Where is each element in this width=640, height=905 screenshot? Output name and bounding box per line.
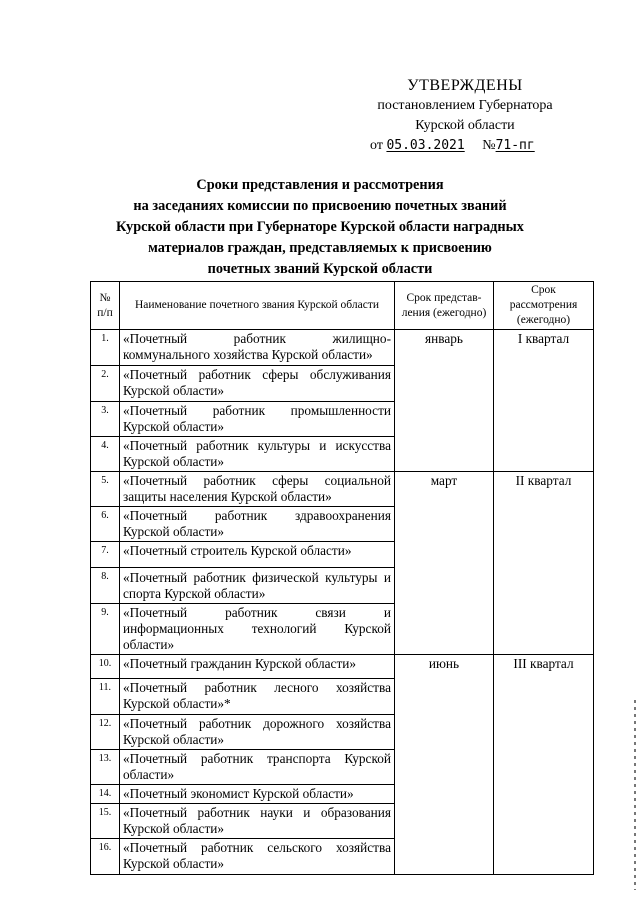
row-num: 3. [91, 402, 120, 437]
decree-number: 71-пг [495, 138, 535, 153]
row-num: 15. [91, 804, 120, 839]
row-num: 5. [91, 472, 120, 507]
approval-line-region: Курской области [415, 118, 515, 133]
row-num: 7. [91, 542, 120, 568]
row-num: 13. [91, 750, 120, 785]
header-num: № п/п [91, 282, 120, 330]
row-title: «Почетный работник культуры и искусства Курской области» [120, 437, 395, 472]
row-title: «Почетный строитель Курской области» [120, 542, 395, 568]
row-num: 4. [91, 437, 120, 472]
row-title: «Почетный гражданин Курской области» [120, 655, 395, 679]
title-line-1: Сроки представления и рассмотрения [196, 177, 444, 193]
row-num: 12. [91, 715, 120, 750]
terms-table [90, 281, 594, 875]
table-row [91, 330, 594, 366]
title-line-3: Курской области при Губернаторе Курской области наградных [116, 219, 524, 235]
group-review: I квартал [494, 330, 594, 472]
group-review: II квартал [494, 472, 594, 655]
row-num: 16. [91, 839, 120, 875]
table-row [91, 655, 594, 679]
row-title: «Почетный работник сферы социальной защиты населения Курской области» [120, 472, 395, 507]
row-num: 6. [91, 507, 120, 542]
approval-date-line [360, 136, 570, 156]
row-num: 11. [91, 679, 120, 715]
row-title: «Почетный работник промышленности Курской области» [120, 402, 395, 437]
decree-date: 05.03.2021 [386, 138, 465, 153]
title-line-5: почетных званий Курской области [207, 261, 433, 277]
title-line-2: на заседаниях комиссии по присвоению почетных званий [133, 198, 507, 214]
approval-heading: УТВЕРЖДЕНЫ [407, 77, 523, 94]
date-prefix: от [370, 138, 383, 153]
table-header-row [91, 282, 594, 330]
approval-line-decree: постановлением Губернатора [377, 98, 553, 113]
row-title: «Почетный работник здравоохранения Курской области» [120, 507, 395, 542]
row-title: «Почетный работник сельского хозяйства Курской области» [120, 839, 395, 875]
row-title: «Почетный экономист Курской области» [120, 785, 395, 804]
header-submission: Срок представ-ления (ежегодно) [395, 282, 494, 330]
row-num: 9. [91, 604, 120, 655]
row-num: 10. [91, 655, 120, 679]
row-title: «Почетный работник дорожного хозяйства Курской области» [120, 715, 395, 750]
number-prefix: № [482, 138, 496, 153]
group-submission: март [395, 472, 494, 655]
row-title: «Почетный работник транспорта Курской области» [120, 750, 395, 785]
row-title: «Почетный работник сферы обслуживания Курской области» [120, 366, 395, 402]
approval-block [360, 76, 570, 156]
row-title: «Почетный работник физической культуры и спорта Курской области» [120, 568, 395, 604]
header-name: Наименование почетного звания Курской области [120, 282, 395, 330]
row-num: 8. [91, 568, 120, 604]
row-num: 14. [91, 785, 120, 804]
row-num: 2. [91, 366, 120, 402]
table-row [91, 472, 594, 507]
group-submission: январь [395, 330, 494, 472]
scan-edge-mark [634, 700, 636, 890]
header-review: Срок рассмотрения (ежегодно) [494, 282, 594, 330]
row-title: «Почетный работник лесного хозяйства Курской области»* [120, 679, 395, 715]
row-title: «Почетный работник науки и образования Курской области» [120, 804, 395, 839]
row-title: «Почетный работник жилищно-коммунального хозяйства Курской области» [120, 330, 395, 366]
document-title [70, 175, 570, 280]
title-line-4: материалов граждан, представляемых к присвоению [148, 240, 492, 256]
group-submission: июнь [395, 655, 494, 875]
row-title: «Почетный работник связи и информационных технологий Курской области» [120, 604, 395, 655]
group-review: III квартал [494, 655, 594, 875]
row-num: 1. [91, 330, 120, 366]
